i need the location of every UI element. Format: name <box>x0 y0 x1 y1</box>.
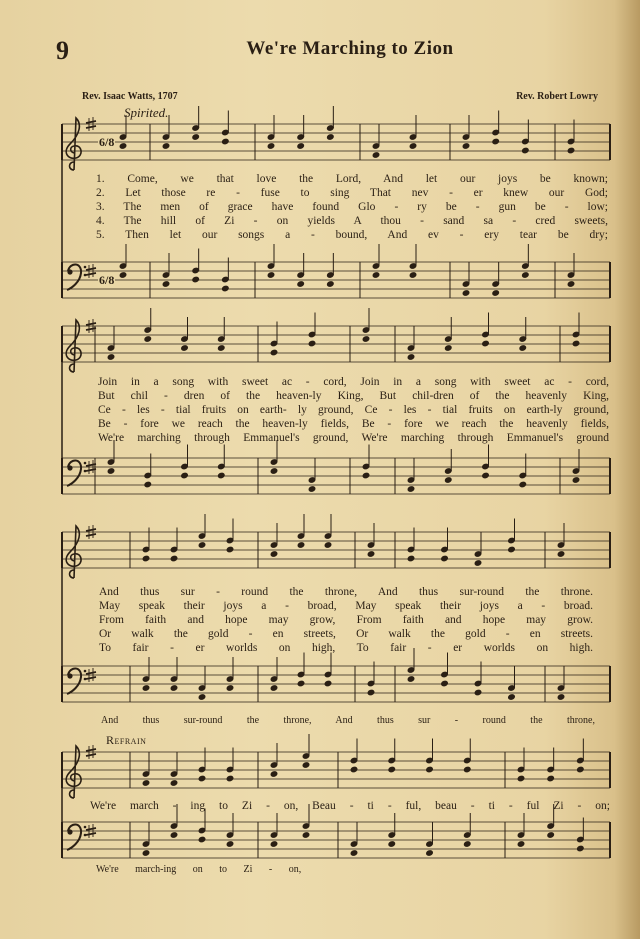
bass-clef-icon <box>84 826 87 829</box>
hymn-number: 9 <box>56 36 69 65</box>
key-signature-sharp-icon <box>86 323 96 325</box>
note-head <box>296 280 305 288</box>
note-head <box>296 142 305 150</box>
lyric-line: 3. The men of grace have found Glo - ry be - gun be - low; <box>96 201 608 213</box>
note-head <box>462 142 471 150</box>
lyric-line: 2. Let those re - fuse to sing That nev - er knew our God; <box>96 187 608 199</box>
note-head <box>302 831 311 839</box>
note-head <box>198 693 207 701</box>
verse-block-1 <box>96 172 608 242</box>
note-head <box>142 555 151 563</box>
note-head <box>143 481 152 489</box>
note-head <box>142 684 151 692</box>
note-head <box>387 766 396 774</box>
note-head <box>221 285 230 293</box>
note-head <box>270 467 279 475</box>
note-head <box>462 289 471 297</box>
note-head <box>518 481 527 489</box>
note-head <box>107 353 116 361</box>
note-head <box>546 775 555 783</box>
lyric-line: Or walk the gold - en streets, Or walk the gold - en streets. <box>99 628 593 640</box>
note-head <box>463 840 472 848</box>
key-signature-sharp-icon <box>86 273 96 275</box>
note-head <box>481 340 490 348</box>
note-head <box>191 133 200 141</box>
note-head <box>372 271 381 279</box>
treble-clef-icon <box>66 118 81 170</box>
lyric-line: We're march-ing on to Zi - on, <box>96 864 302 875</box>
note-head <box>170 779 179 787</box>
note-head <box>226 684 235 692</box>
lyric-line: And thus sur - round the throne, And thus sur-round the throne. <box>99 586 593 598</box>
note-head <box>440 555 449 563</box>
note-head <box>324 680 333 688</box>
bass-clef-icon <box>84 470 87 473</box>
note-head <box>407 485 416 493</box>
note-head <box>217 472 226 480</box>
note-head <box>221 138 230 146</box>
note-head <box>302 761 311 769</box>
note-head <box>162 280 171 288</box>
key-signature-sharp-icon <box>86 677 96 679</box>
key-signature-sharp-icon <box>86 754 96 756</box>
bass-clef-icon <box>84 834 87 837</box>
note-head <box>180 472 189 480</box>
note-head <box>507 693 516 701</box>
refrain-label: Refrain <box>106 733 147 747</box>
treble-clef-icon <box>66 320 81 372</box>
note-head <box>474 559 483 567</box>
key-signature-sharp-icon <box>86 529 96 531</box>
treble-clef-icon <box>66 746 81 798</box>
note-head <box>226 775 235 783</box>
note-head <box>576 845 585 853</box>
note-head <box>409 142 418 150</box>
note-head <box>521 271 530 279</box>
lyric-line: And thus sur-round the throne, And thus sur - round the throne, <box>101 715 595 726</box>
key-signature-sharp-icon <box>86 833 96 835</box>
verse-block-2 <box>98 375 609 445</box>
bass-clef-icon <box>67 465 72 470</box>
composer: Rev. Robert Lowry <box>516 91 598 102</box>
key-signature-sharp-icon <box>86 672 96 674</box>
note-head <box>507 546 516 554</box>
lyric-line: But chil - dren of the heaven-ly King, But chil-dren of the heavenly King, <box>98 390 609 402</box>
note-head <box>270 770 279 778</box>
note-head <box>324 541 333 549</box>
note-head <box>567 147 576 155</box>
note-head <box>326 280 335 288</box>
note-head <box>491 289 500 297</box>
note-head <box>362 472 371 480</box>
bass-clef-icon <box>67 829 72 834</box>
note-head <box>350 849 359 857</box>
note-head <box>425 766 434 774</box>
time-signature-bass: 6/8 <box>99 273 115 287</box>
bass-clef-icon <box>84 678 87 681</box>
note-head <box>521 147 530 155</box>
key-signature-sharp-icon <box>86 749 96 751</box>
lyric-line: Be - fore we reach the heaven-ly fields, Be - fore we reach the heavenly fields, <box>98 418 609 430</box>
refrain-lyric <box>90 799 610 813</box>
note-head <box>557 550 566 558</box>
bass-clef-icon <box>84 266 87 269</box>
note-head <box>518 344 527 352</box>
note-head <box>367 550 376 558</box>
note-head <box>308 340 317 348</box>
lyric-line: 5. Then let our songs a - bound, And ev - ery tear be dry; <box>96 229 608 241</box>
note-head <box>440 680 449 688</box>
bass-clef-icon <box>84 670 87 673</box>
hymn-title: We're Marching to Zion <box>246 38 454 59</box>
note-head <box>481 472 490 480</box>
bass-clef-icon <box>67 824 81 850</box>
note-head <box>546 831 555 839</box>
note-head <box>372 151 381 159</box>
note-head <box>407 353 416 361</box>
note-head <box>142 779 151 787</box>
note-head <box>270 349 279 357</box>
note-head <box>362 335 371 343</box>
note-head <box>572 340 581 348</box>
note-head <box>557 693 566 701</box>
lyric-line: To fair - er worlds on high, To fair - er worlds on high. <box>99 642 593 654</box>
bass-clef-icon <box>67 269 72 274</box>
note-head <box>226 546 235 554</box>
note-head <box>463 766 472 774</box>
note-head <box>142 849 151 857</box>
key-signature-sharp-icon <box>86 534 96 536</box>
bass-clef-icon <box>67 673 72 678</box>
lyric-line: 4. The hill of Zi - on yields A thou - sand sa - cred sweets, <box>96 215 608 227</box>
bass-clef-icon <box>67 460 81 486</box>
lyric-line: May speak their joys a - broad, May speak their joys a - broad. <box>99 600 593 612</box>
note-head <box>576 766 585 774</box>
note-head <box>270 684 279 692</box>
note-head <box>143 335 152 343</box>
note-head <box>297 541 306 549</box>
lyric-line: Join in a song with sweet ac - cord, Join in a song with sweet ac - cord, <box>98 376 609 388</box>
note-head <box>170 831 179 839</box>
bass-clef-icon <box>84 274 87 277</box>
note-head <box>517 840 526 848</box>
lyric-line: We're march - ing to Zi - on, Beau - ti - ful, beau - ti - ful Zi - on; <box>90 800 610 812</box>
refrain-bass-lyric <box>96 863 301 877</box>
verse-block-3 <box>99 585 593 655</box>
lyricist: Rev. Isaac Watts, 1707 <box>82 91 178 102</box>
note-head <box>474 689 483 697</box>
note-head <box>191 276 200 284</box>
note-head <box>198 836 207 844</box>
bass-lyric-3 <box>101 714 595 728</box>
tempo-marking: Spirited. <box>124 105 169 120</box>
key-signature-sharp-icon <box>86 121 96 123</box>
lyric-line: We're marching through Emmanuel's ground, We're marching through Emmanuel's ground <box>98 432 609 444</box>
bass-clef-icon <box>67 668 81 694</box>
note-head <box>217 344 226 352</box>
note-head <box>270 550 279 558</box>
note-head <box>425 849 434 857</box>
note-head <box>567 280 576 288</box>
key-signature-sharp-icon <box>86 268 96 270</box>
note-head <box>491 138 500 146</box>
note-head <box>162 142 171 150</box>
note-head <box>198 541 207 549</box>
note-head <box>119 142 128 150</box>
bass-clef-icon <box>67 264 81 290</box>
note-head <box>572 476 581 484</box>
note-head <box>407 675 416 683</box>
note-head <box>270 840 279 848</box>
bass-clef-icon <box>84 462 87 465</box>
note-head <box>107 467 116 475</box>
note-head <box>409 271 418 279</box>
time-signature-treble: 6/8 <box>99 135 115 149</box>
key-signature-sharp-icon <box>86 126 96 128</box>
note-head <box>297 680 306 688</box>
note-head <box>444 476 453 484</box>
note-head <box>350 766 359 774</box>
note-head <box>267 142 276 150</box>
lyric-line: Ce - les - tial fruits on earth- ly ground, Ce - les - tial fruits on earth-ly ground, <box>98 404 609 416</box>
note-head <box>308 485 317 493</box>
note-head <box>444 344 453 352</box>
lyric-line: 1. Come, we that love the Lord, And let our joys be known; <box>96 173 608 185</box>
note-head <box>170 555 179 563</box>
note-head <box>198 775 207 783</box>
note-head <box>180 344 189 352</box>
key-signature-sharp-icon <box>86 828 96 830</box>
lyric-line: From faith and hope may grow, From faith and hope may grow. <box>99 614 593 626</box>
note-head <box>387 840 396 848</box>
note-head <box>407 555 416 563</box>
note-head <box>226 840 235 848</box>
note-head <box>517 775 526 783</box>
note-head <box>267 271 276 279</box>
treble-clef-icon <box>66 526 81 578</box>
note-head <box>119 271 128 279</box>
note-head <box>367 689 376 697</box>
note-head <box>326 133 335 141</box>
note-head <box>170 684 179 692</box>
